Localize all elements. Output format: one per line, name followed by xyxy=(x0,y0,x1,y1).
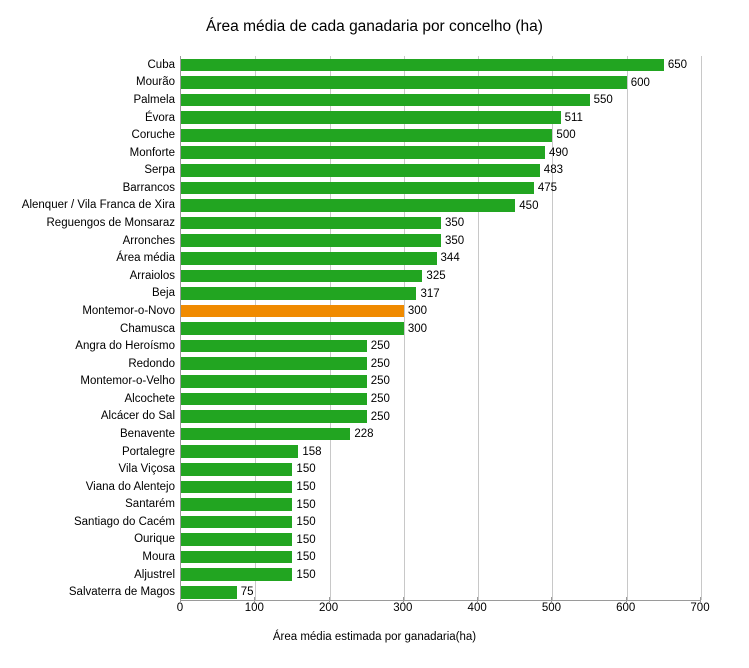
bar[interactable] xyxy=(181,234,441,247)
bar[interactable] xyxy=(181,129,552,142)
x-tick-mark xyxy=(551,597,552,602)
bar[interactable] xyxy=(181,252,437,265)
bar[interactable] xyxy=(181,375,367,388)
bar[interactable] xyxy=(181,393,367,406)
category-label: Aljustrel xyxy=(134,568,175,581)
bar-value-label: 228 xyxy=(354,428,374,441)
category-label: Alcochete xyxy=(124,392,175,405)
bar-value-label: 450 xyxy=(519,199,539,212)
bar[interactable] xyxy=(181,59,664,72)
bar-value-label: 600 xyxy=(630,76,650,89)
bar-row xyxy=(181,496,700,514)
bar-value-label: 483 xyxy=(543,164,563,177)
bar-value-label: 158 xyxy=(302,445,322,458)
bar-row xyxy=(181,74,700,92)
category-label: Santarém xyxy=(125,498,175,511)
category-label: Reguengos de Monsaraz xyxy=(46,217,175,230)
bar-value-label: 650 xyxy=(667,59,688,71)
x-tick-mark xyxy=(403,597,404,602)
category-label: Alenquer / Vila Franca de Xira xyxy=(21,199,175,212)
category-label: Salvaterra de Magos xyxy=(68,586,175,599)
bar-row xyxy=(181,197,700,215)
bar-row xyxy=(181,144,700,162)
bar-row xyxy=(181,408,700,426)
bar-value-label: 350 xyxy=(445,217,465,230)
category-label: Moura xyxy=(142,551,175,564)
category-label: Arraiolos xyxy=(129,269,175,282)
bar-row xyxy=(181,249,700,267)
bar[interactable] xyxy=(181,533,292,546)
category-label: Arronches xyxy=(122,234,175,247)
x-tick-label: 500 xyxy=(541,602,562,614)
category-label: Monforte xyxy=(129,146,175,159)
bar[interactable] xyxy=(181,111,561,124)
bar-value-label: 475 xyxy=(537,182,558,195)
bar-row xyxy=(181,285,700,303)
category-label: Cuba xyxy=(147,58,175,71)
bar[interactable] xyxy=(181,357,367,370)
bar-row xyxy=(181,232,700,250)
bar-value-label: 344 xyxy=(440,252,460,265)
bar[interactable] xyxy=(181,305,404,318)
category-label: Beja xyxy=(151,287,175,300)
x-tick-label: 400 xyxy=(467,602,487,614)
x-tick-mark xyxy=(626,597,627,602)
bar[interactable] xyxy=(181,322,404,335)
bar-row xyxy=(181,390,700,408)
bar-row xyxy=(181,443,700,461)
category-label: Chamusca xyxy=(120,322,175,335)
x-tick-mark xyxy=(700,597,701,602)
x-tick-label: 100 xyxy=(244,602,264,614)
bar[interactable] xyxy=(181,463,292,476)
category-label: Alcácer do Sal xyxy=(100,410,175,423)
bar-row xyxy=(181,566,700,584)
bar-row xyxy=(181,355,700,373)
bar[interactable] xyxy=(181,76,627,89)
bar[interactable] xyxy=(181,217,441,230)
bar-value-label: 300 xyxy=(407,322,428,335)
chart-title: Área média de cada ganadaria por concelho (ha) xyxy=(206,18,543,35)
category-label: Coruche xyxy=(131,129,175,142)
category-label: Redondo xyxy=(128,357,175,370)
category-label: Angra do Heroísmo xyxy=(75,340,175,353)
x-tick-label: 0 xyxy=(176,602,184,614)
bar-value-label: 150 xyxy=(296,480,316,493)
category-label: Évora xyxy=(144,111,175,124)
bar-value-label: 75 xyxy=(240,586,254,599)
bar-row xyxy=(181,91,700,109)
category-label: Viana do Alentejo xyxy=(85,480,175,493)
bar-row xyxy=(181,531,700,549)
bar-value-label: 250 xyxy=(370,393,390,406)
plot-area xyxy=(180,56,700,601)
x-tick-label: 200 xyxy=(318,602,339,614)
bar[interactable] xyxy=(181,287,416,300)
category-label: Ourique xyxy=(134,533,175,546)
category-label: Área média xyxy=(116,252,175,265)
bar[interactable] xyxy=(181,498,292,511)
bar[interactable] xyxy=(181,270,422,283)
x-axis-title: Área média estimada por ganadaria(ha) xyxy=(272,631,477,643)
bar-value-label: 550 xyxy=(593,94,613,107)
bar-value-label: 490 xyxy=(549,146,569,159)
bar-row xyxy=(181,179,700,197)
bar[interactable] xyxy=(181,551,292,564)
bar-value-label: 150 xyxy=(296,533,316,546)
gridline xyxy=(701,56,702,600)
x-tick-mark xyxy=(329,597,330,602)
bar-value-label: 150 xyxy=(296,463,316,476)
category-label: Barrancos xyxy=(122,181,175,194)
bar-row xyxy=(181,460,700,478)
bar-row xyxy=(181,126,700,144)
category-label: Vila Viçosa xyxy=(118,463,175,476)
bar-row xyxy=(181,478,700,496)
bar[interactable] xyxy=(181,340,367,353)
bar-value-label: 317 xyxy=(420,287,440,300)
bar-row xyxy=(181,161,700,179)
bar-value-label: 150 xyxy=(296,516,316,529)
bar-row xyxy=(181,548,700,566)
bar[interactable] xyxy=(181,586,237,599)
category-label: Benavente xyxy=(120,427,175,440)
category-label: Palmela xyxy=(133,93,175,106)
x-axis-ticks xyxy=(176,602,710,622)
bar-value-label: 150 xyxy=(296,568,316,581)
bar[interactable] xyxy=(181,146,545,159)
bar-row xyxy=(181,214,700,232)
bar-value-label: 250 xyxy=(370,410,390,423)
bar-row xyxy=(181,337,700,355)
bar[interactable] xyxy=(181,568,292,581)
category-label: Montemor-o-Novo xyxy=(82,304,175,317)
bar-value-label: 300 xyxy=(407,305,428,318)
bar-value-label: 150 xyxy=(296,498,316,511)
bar[interactable] xyxy=(181,94,590,107)
bar-value-label: 511 xyxy=(564,111,583,124)
bar[interactable] xyxy=(181,410,367,423)
bar-value-label: 250 xyxy=(370,340,390,353)
x-tick-mark xyxy=(180,597,181,602)
bar-row xyxy=(181,425,700,443)
x-tick-label: 300 xyxy=(393,602,413,614)
bar[interactable] xyxy=(181,481,292,494)
bar[interactable] xyxy=(181,182,534,195)
category-label: Montemor-o-Velho xyxy=(80,375,175,388)
bar-value-label: 350 xyxy=(445,234,465,247)
category-label: Santiago do Cacém xyxy=(73,515,175,528)
x-tick-label: 600 xyxy=(616,602,636,614)
category-label: Portalegre xyxy=(121,445,175,458)
bar-value-label: 250 xyxy=(370,375,390,388)
bar-row xyxy=(181,267,700,285)
bar-value-label: 150 xyxy=(296,551,316,564)
bar-row xyxy=(181,302,700,320)
bar-value-label: 325 xyxy=(426,269,446,282)
category-label: Mourão xyxy=(136,76,175,89)
bar-row xyxy=(181,583,700,601)
bar[interactable] xyxy=(181,164,540,177)
bar-row xyxy=(181,109,700,127)
bar-row xyxy=(181,320,700,338)
bar-row xyxy=(181,372,700,390)
bar[interactable] xyxy=(181,199,515,212)
bar-row xyxy=(181,513,700,531)
bar-value-label: 250 xyxy=(370,357,390,370)
category-label: Serpa xyxy=(144,164,175,177)
bar-value-label: 500 xyxy=(556,129,576,142)
x-tick-label: 700 xyxy=(690,602,710,614)
x-tick-mark xyxy=(477,597,478,602)
bar[interactable] xyxy=(181,445,298,458)
bar[interactable] xyxy=(181,516,292,529)
bar-row xyxy=(181,56,700,74)
bar[interactable] xyxy=(181,428,350,441)
x-tick-mark xyxy=(254,597,255,602)
bar-rows xyxy=(181,56,700,600)
